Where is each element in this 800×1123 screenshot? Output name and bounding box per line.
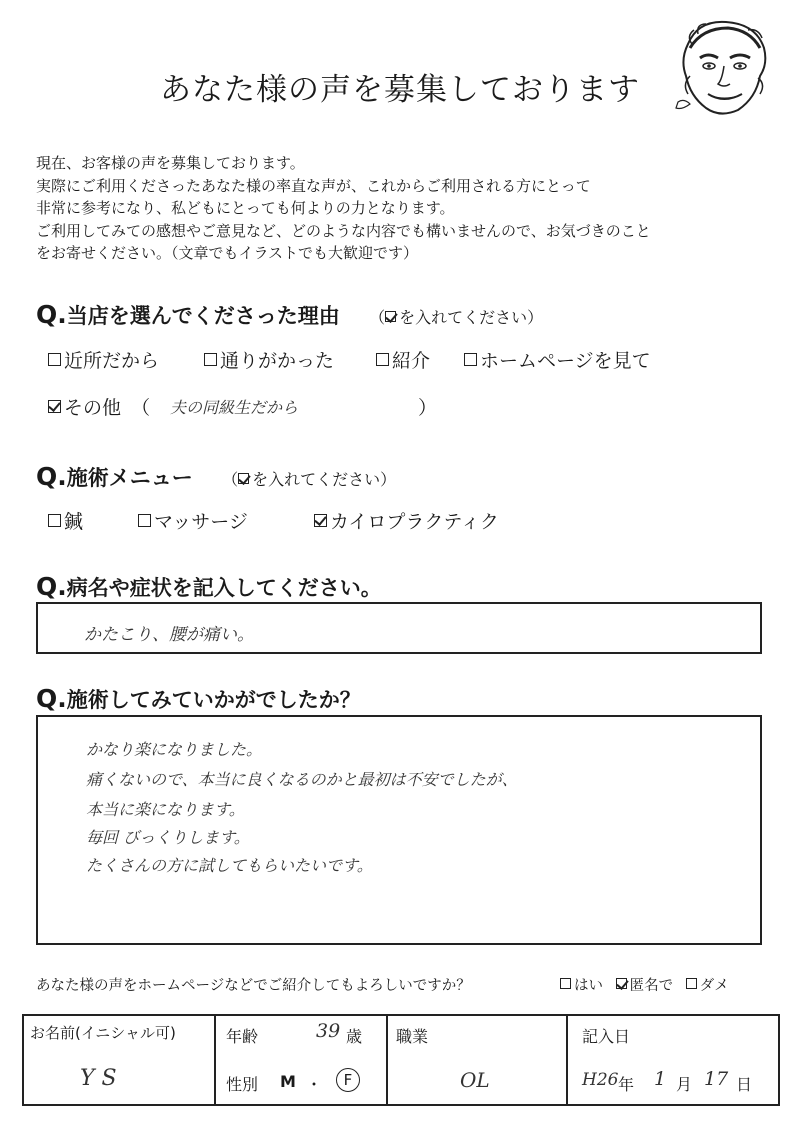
job-value: OL (460, 1068, 490, 1092)
other-close-paren: ） (418, 397, 438, 419)
question-symptoms (36, 572, 382, 602)
question-mark: Q. (36, 462, 67, 491)
gender-label: 性別 (226, 1075, 259, 1094)
question-menu (36, 462, 396, 492)
question-label: 施術メニュー (66, 466, 193, 490)
impression-answer-line: 本当に楽になります。 (86, 800, 245, 819)
checkbox-icon[interactable] (376, 353, 389, 366)
job-label: 職業 (396, 1027, 429, 1046)
question-impression (36, 684, 361, 714)
question-label: 病名や症状を記入してください。 (66, 576, 382, 600)
impression-answer-line: 毎回 びっくりします。 (86, 828, 250, 847)
permission-question: あなた様の声をホームページなどでご紹介してもよろしいですか？ (36, 978, 471, 994)
date-day: 17 (704, 1068, 729, 1090)
option-menu-1[interactable]: マッサージ (138, 507, 248, 534)
impression-answer-box[interactable] (36, 715, 762, 945)
intro-line: ご利用してみての感想やご意見など、どのような内容でも構いませんので、お気づきのこと (36, 221, 651, 240)
intro-line: をお寄せください。（文章でもイラストでも大歓迎です） (36, 244, 419, 262)
symptoms-answer-box[interactable] (36, 602, 762, 654)
option-menu-2[interactable]: カイロプラクティク (314, 507, 499, 534)
symptoms-answer: かたこり、腰が痛い。 (84, 625, 254, 645)
impression-answer-line: 痛くないので、本当に良くなるのかと最初は不安でしたが、 (86, 770, 518, 789)
question-mark: Q. (36, 300, 67, 329)
intro-text (36, 152, 776, 265)
other-reason-value: 夫の同級生だから (170, 398, 299, 417)
date-day-unit: 日 (736, 1075, 753, 1094)
page-title: あなた様の声を募集しております (160, 72, 640, 108)
checked-box-icon[interactable] (48, 400, 61, 413)
checkbox-icon[interactable] (464, 353, 477, 366)
question-reason (36, 300, 543, 330)
checkbox-icon[interactable] (560, 978, 571, 989)
age-unit: 歳 (346, 1027, 363, 1046)
check-instruction: （ を入れてください） (369, 308, 544, 327)
name-label: お名前(イニシャル可) (30, 1024, 176, 1042)
caricature-portrait-icon (668, 14, 776, 122)
permission-option-anonymous[interactable]: 匿名で (616, 978, 674, 994)
option-reason-3[interactable]: ホームページを見て (464, 346, 651, 373)
age-value: 39 (316, 1020, 341, 1042)
checkbox-icon[interactable] (48, 514, 61, 527)
question-mark: Q. (36, 572, 67, 601)
intro-line: 非常に参考になり、私どもにとっても何よりの力となります。 (36, 199, 455, 217)
job-cell[interactable] (387, 1015, 567, 1105)
intro-line: 実際にご利用くださったあなた様の率直な声が、これからご利用される方にとって (36, 176, 591, 195)
gender-option-f[interactable]: F (336, 1068, 360, 1092)
question-label: 当店を選んでくださった理由 (66, 304, 340, 328)
impression-answer-line: たくさんの方に試してもらいたいです。 (86, 856, 373, 875)
gender-option-m[interactable]: M (280, 1072, 296, 1091)
checked-box-icon (385, 311, 396, 322)
checkbox-icon[interactable] (686, 978, 697, 989)
date-cell[interactable] (567, 1015, 779, 1105)
question-label: 施術してみていかがでしたか？ (66, 688, 361, 712)
name-cell[interactable] (23, 1015, 215, 1105)
date-month-unit: 月 (676, 1075, 693, 1094)
respondent-info-table (22, 1014, 780, 1106)
date-label: 記入日 (582, 1027, 631, 1046)
option-reason-1[interactable]: 通りがかった (204, 346, 334, 373)
check-instruction: （ を入れてください） (222, 470, 397, 489)
gender-separator: ・ (306, 1075, 323, 1094)
option-reason-other[interactable]: その他 （ (48, 393, 150, 420)
permission-options (560, 974, 737, 995)
date-year-unit: 年 (618, 1075, 635, 1094)
permission-option-yes[interactable]: はい (560, 978, 603, 994)
option-reason-2[interactable]: 紹介 (376, 346, 430, 373)
date-era: H26 (582, 1070, 619, 1090)
checked-box-icon[interactable] (616, 978, 627, 989)
option-menu-0[interactable]: 鍼 (48, 507, 83, 534)
checkbox-icon[interactable] (138, 514, 151, 527)
intro-line: 現在、お客様の声を募集しております。 (36, 154, 305, 172)
publish-permission (36, 974, 729, 995)
checkbox-icon[interactable] (48, 353, 61, 366)
name-value: Y S (80, 1066, 117, 1091)
option-reason-0[interactable]: 近所だから (48, 346, 159, 373)
checked-box-icon[interactable] (314, 514, 327, 527)
impression-answer-line: かなり楽になりました。 (86, 740, 263, 759)
checkbox-icon[interactable] (204, 353, 217, 366)
checked-box-icon (238, 473, 249, 484)
age-gender-cell[interactable] (215, 1015, 387, 1105)
permission-option-no[interactable]: ダメ (686, 978, 729, 994)
age-label: 年齢 (226, 1027, 259, 1046)
date-month: 1 (654, 1068, 667, 1090)
question-mark: Q. (36, 684, 67, 713)
